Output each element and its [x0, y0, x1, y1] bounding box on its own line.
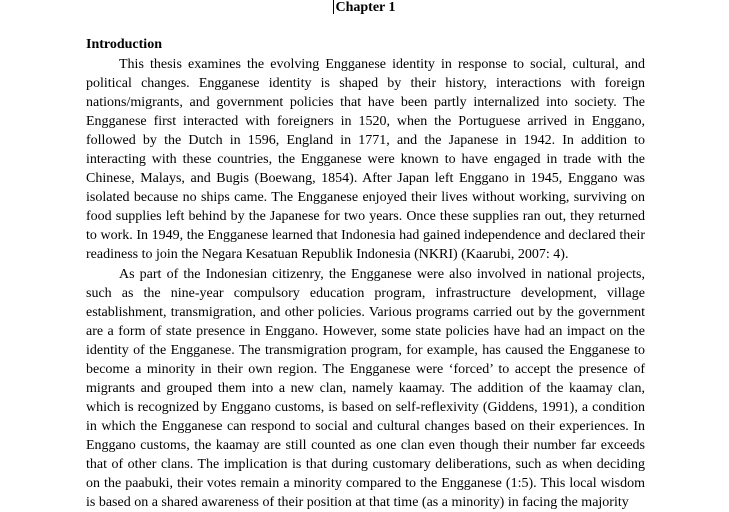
- body-text: [86, 55, 645, 512]
- section-heading: Introduction: [86, 37, 162, 52]
- paragraph-1: This thesis examines the evolving Engganese identity in response to social, cultural, and political changes. Engganese identity is shaped by their history, interactions with foreign nations/migrants, and government policies that have been partly internalized into society. The Engganese first interacted with foreigners in 1520, when the Portuguese arrived in Enggano, followed by the Dutch in 1596, England in 1771, and the Japanese in 1942. In addition to interacting with these countries, the Engganese were known to have engaged in trade with the Chinese, Malays, and Bugis (Boewang, 1854). After Japan left Enggano in 1945, Enggano was isolated because no ships came. The Engganese enjoyed their lives without working, surviving on food supplies left behind by the Japanese for two years. Once these supplies ran out, they returned to work. In 1949, the Engganese learned that Indonesia had gained independence and declared their readiness to join the Negara Kesatuan Republik Indonesia (NKRI) (Kaarubi, 2007: 4).: [86, 57, 645, 263]
- chapter-title: [0, 0, 729, 17]
- paragraph-2: As part of the Indonesian citizenry, the Engganese were also involved in national projects, such as the nine-year compulsory education program, infrastructure development, village establishment, transmigration, and other policies. Various programs carried out by the government are a form of state presence in Enggano. However, some state policies have had an impact on the identity of the Engganese. The transmigration program, for example, has caused the Engganese to become a minority in their own region. The Engganese were ‘forced’ to accept the presence of migrants and grouped them into a new clan, namely kaamay. The addition of the kaamay clan, which is recognized by Enggano customs, is based on self-reflexivity (Giddens, 1991), a condition in which the Engganese can respond to social and cultural changes based on their experiences. In Enggano customs, the kaamay are still counted as one clan even though their number far exceeds that of other clans. The implication is that during customary deliberations, such as when deciding on the paabuki, their votes remain a minority compared to the Engganese (1:5). This local wisdom is based on a shared awareness of their position at that time (as a minority) in facing the majority: [86, 266, 645, 511]
- chapter-title-text: Chapter 1: [335, 0, 396, 15]
